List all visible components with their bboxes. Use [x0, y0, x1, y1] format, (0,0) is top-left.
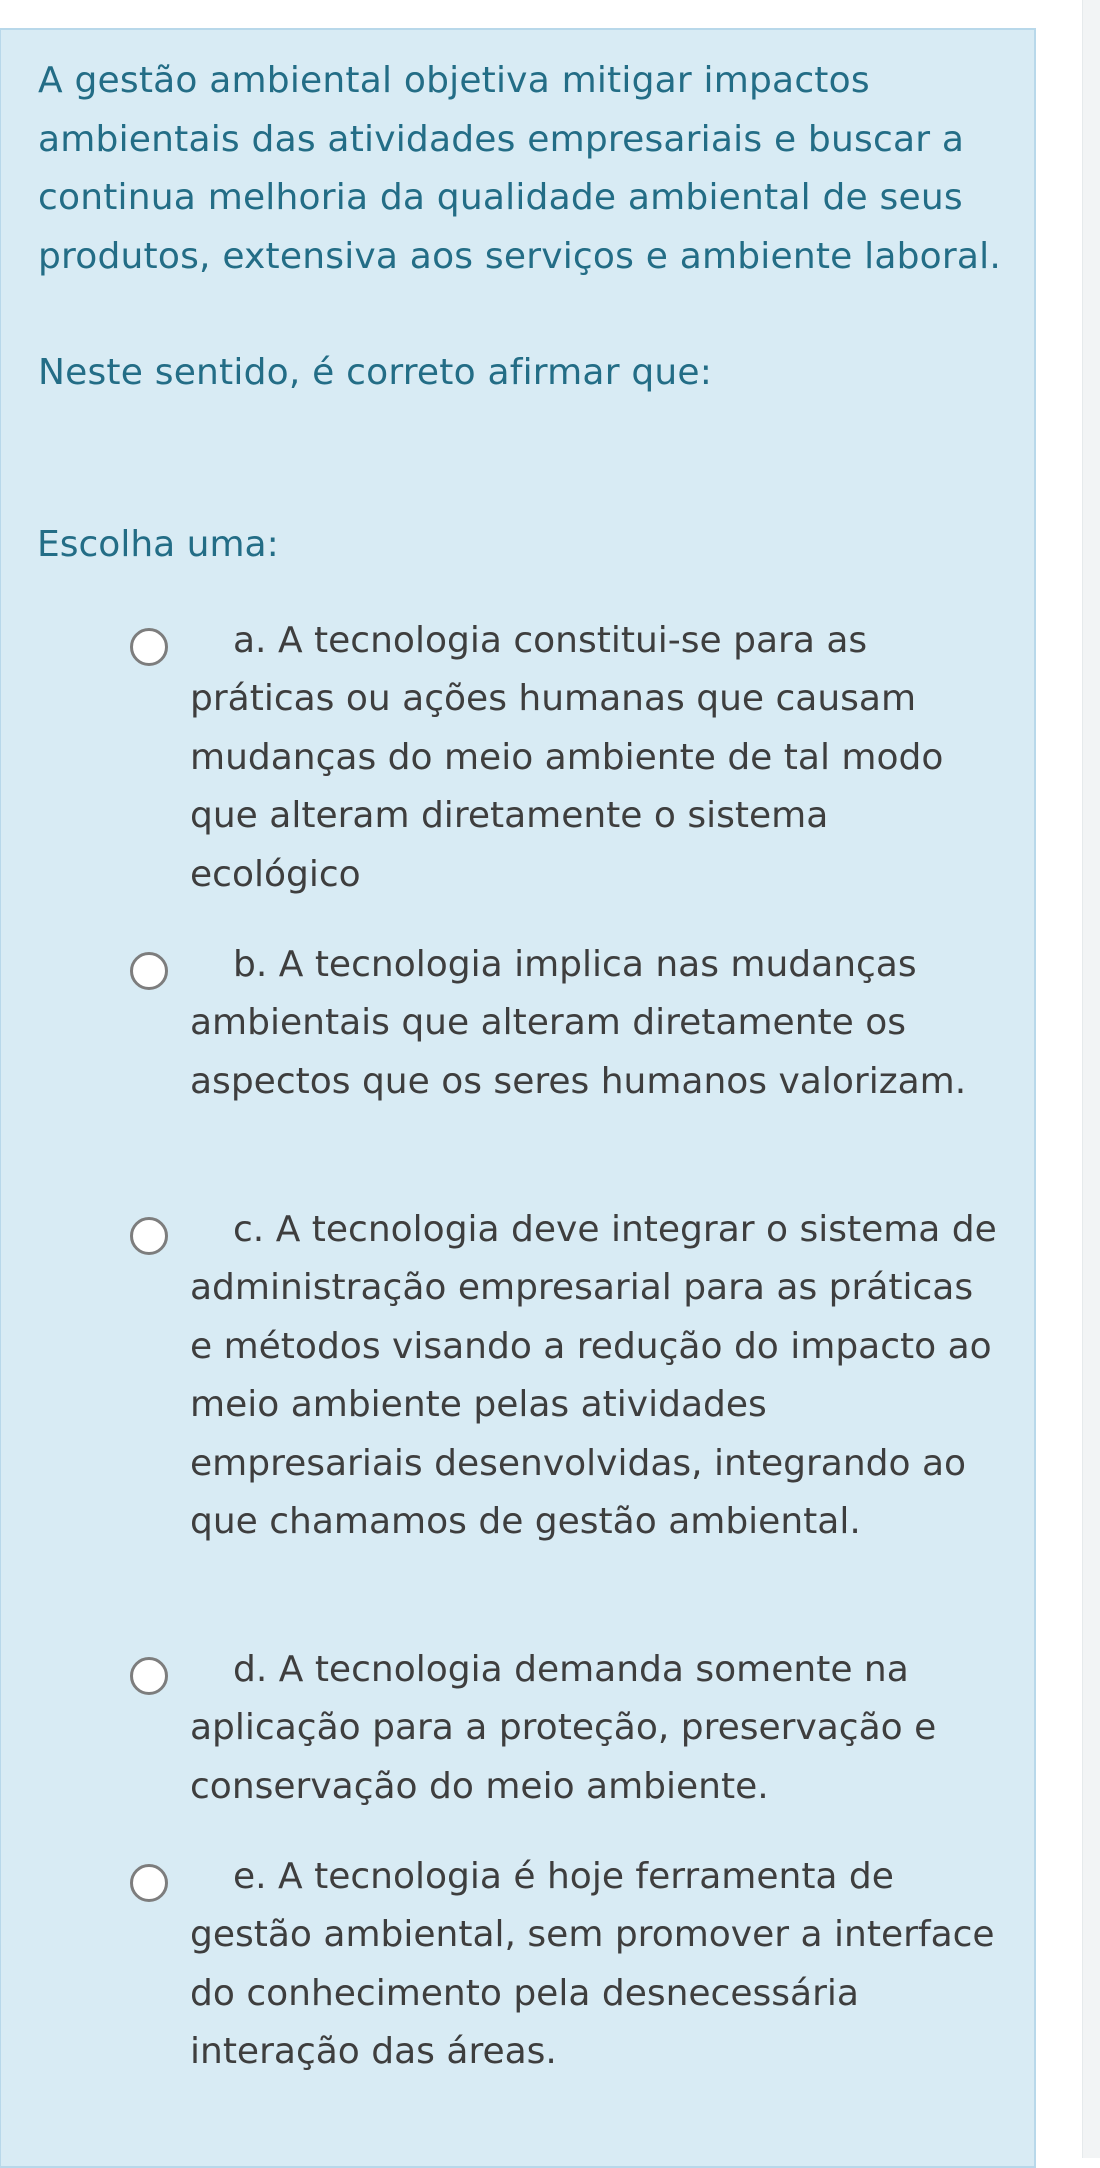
question-paragraph: A gestão ambiental objetiva mitigar impactos ambientais das atividades empresariais e buscar a continua melhoria da qualidade ambiental de seus produtos, extensiva aos serviços e ambiente laboral. — [38, 60, 1002, 277]
radio-button-d[interactable] — [130, 1657, 168, 1695]
option-letter: b. — [233, 944, 268, 985]
scrollbar[interactable] — [1082, 0, 1100, 2158]
option-text: A tecnologia demanda somente na aplicação para a proteção, preservação e conservação do meio ambiente. — [190, 1649, 937, 1807]
radio-button-c[interactable] — [130, 1217, 168, 1255]
option-text: A tecnologia é hoje ferramenta de gestão ambiental, sem promover a interface do conhecimento pela desnecessária interação das áreas. — [190, 1856, 995, 2073]
option-d-label[interactable] — [190, 1641, 1005, 1816]
option-b-label[interactable] — [190, 936, 1005, 1111]
radio-button-b[interactable] — [130, 952, 168, 990]
option-text: A tecnologia deve integrar o sistema de administração empresarial para as práticas e métodos visando a redução do impacto ao meio ambiente pelas atividades empresariais desenvolvidas, integrando ao que chamamos de gestão ambiental. — [190, 1209, 997, 1543]
option-letter: c. — [233, 1209, 265, 1250]
option-text: A tecnologia implica nas mudanças ambientais que alteram diretamente os aspectos que os seres humanos valorizam. — [190, 944, 967, 1102]
option-letter: a. — [233, 620, 267, 661]
option-text: A tecnologia constitui-se para as práticas ou ações humanas que causam mudanças do meio ambiente de tal modo que alteram diretamente o sistema ecológico — [190, 620, 944, 895]
question-text — [38, 52, 1018, 403]
question-instruction: Neste sentido, é correto afirmar que: — [38, 352, 713, 394]
option-a-label[interactable] — [190, 612, 1005, 904]
option-e-label[interactable] — [190, 1848, 1005, 2082]
option-letter: e. — [233, 1856, 267, 1897]
radio-button-a[interactable] — [130, 628, 168, 666]
choose-one-prompt: Escolha uma: — [37, 524, 279, 565]
option-letter: d. — [233, 1649, 268, 1690]
radio-button-e[interactable] — [130, 1864, 168, 1902]
option-c-label[interactable] — [190, 1201, 1005, 1551]
